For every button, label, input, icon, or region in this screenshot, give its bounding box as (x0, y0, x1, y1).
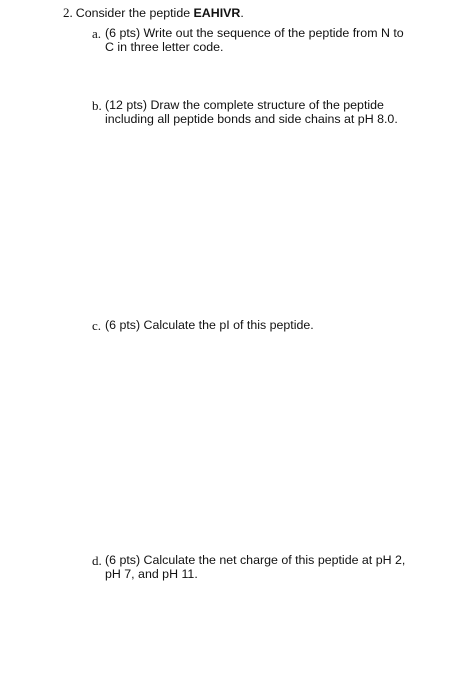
question-number: 2. (63, 5, 73, 20)
part-c-text: (6 pts) Calculate the pI of this peptide. (105, 318, 314, 332)
part-d-letter: d. (92, 553, 102, 568)
peptide-sequence: EAHIVR (193, 6, 241, 20)
question-intro: Consider the peptide (75, 6, 194, 20)
question-heading (63, 6, 244, 21)
part-d-text: (6 pts) Calculate the net charge of this peptide at pH 2, pH 7, and pH 11. (105, 553, 406, 581)
part-d (92, 554, 412, 581)
part-b-letter: b. (92, 98, 102, 113)
question-period: . (240, 6, 244, 20)
part-a-text: (6 pts) Write out the sequence of the peptide from N to C in three letter code. (105, 26, 404, 54)
part-c-letter: c. (92, 318, 102, 333)
part-c (92, 319, 412, 333)
part-b-text: (12 pts) Draw the complete structure of the peptide including all peptide bonds and side chains at pH 8.0. (105, 98, 398, 126)
part-a-letter: a. (92, 26, 102, 41)
part-a (92, 27, 412, 54)
part-b (92, 99, 412, 126)
